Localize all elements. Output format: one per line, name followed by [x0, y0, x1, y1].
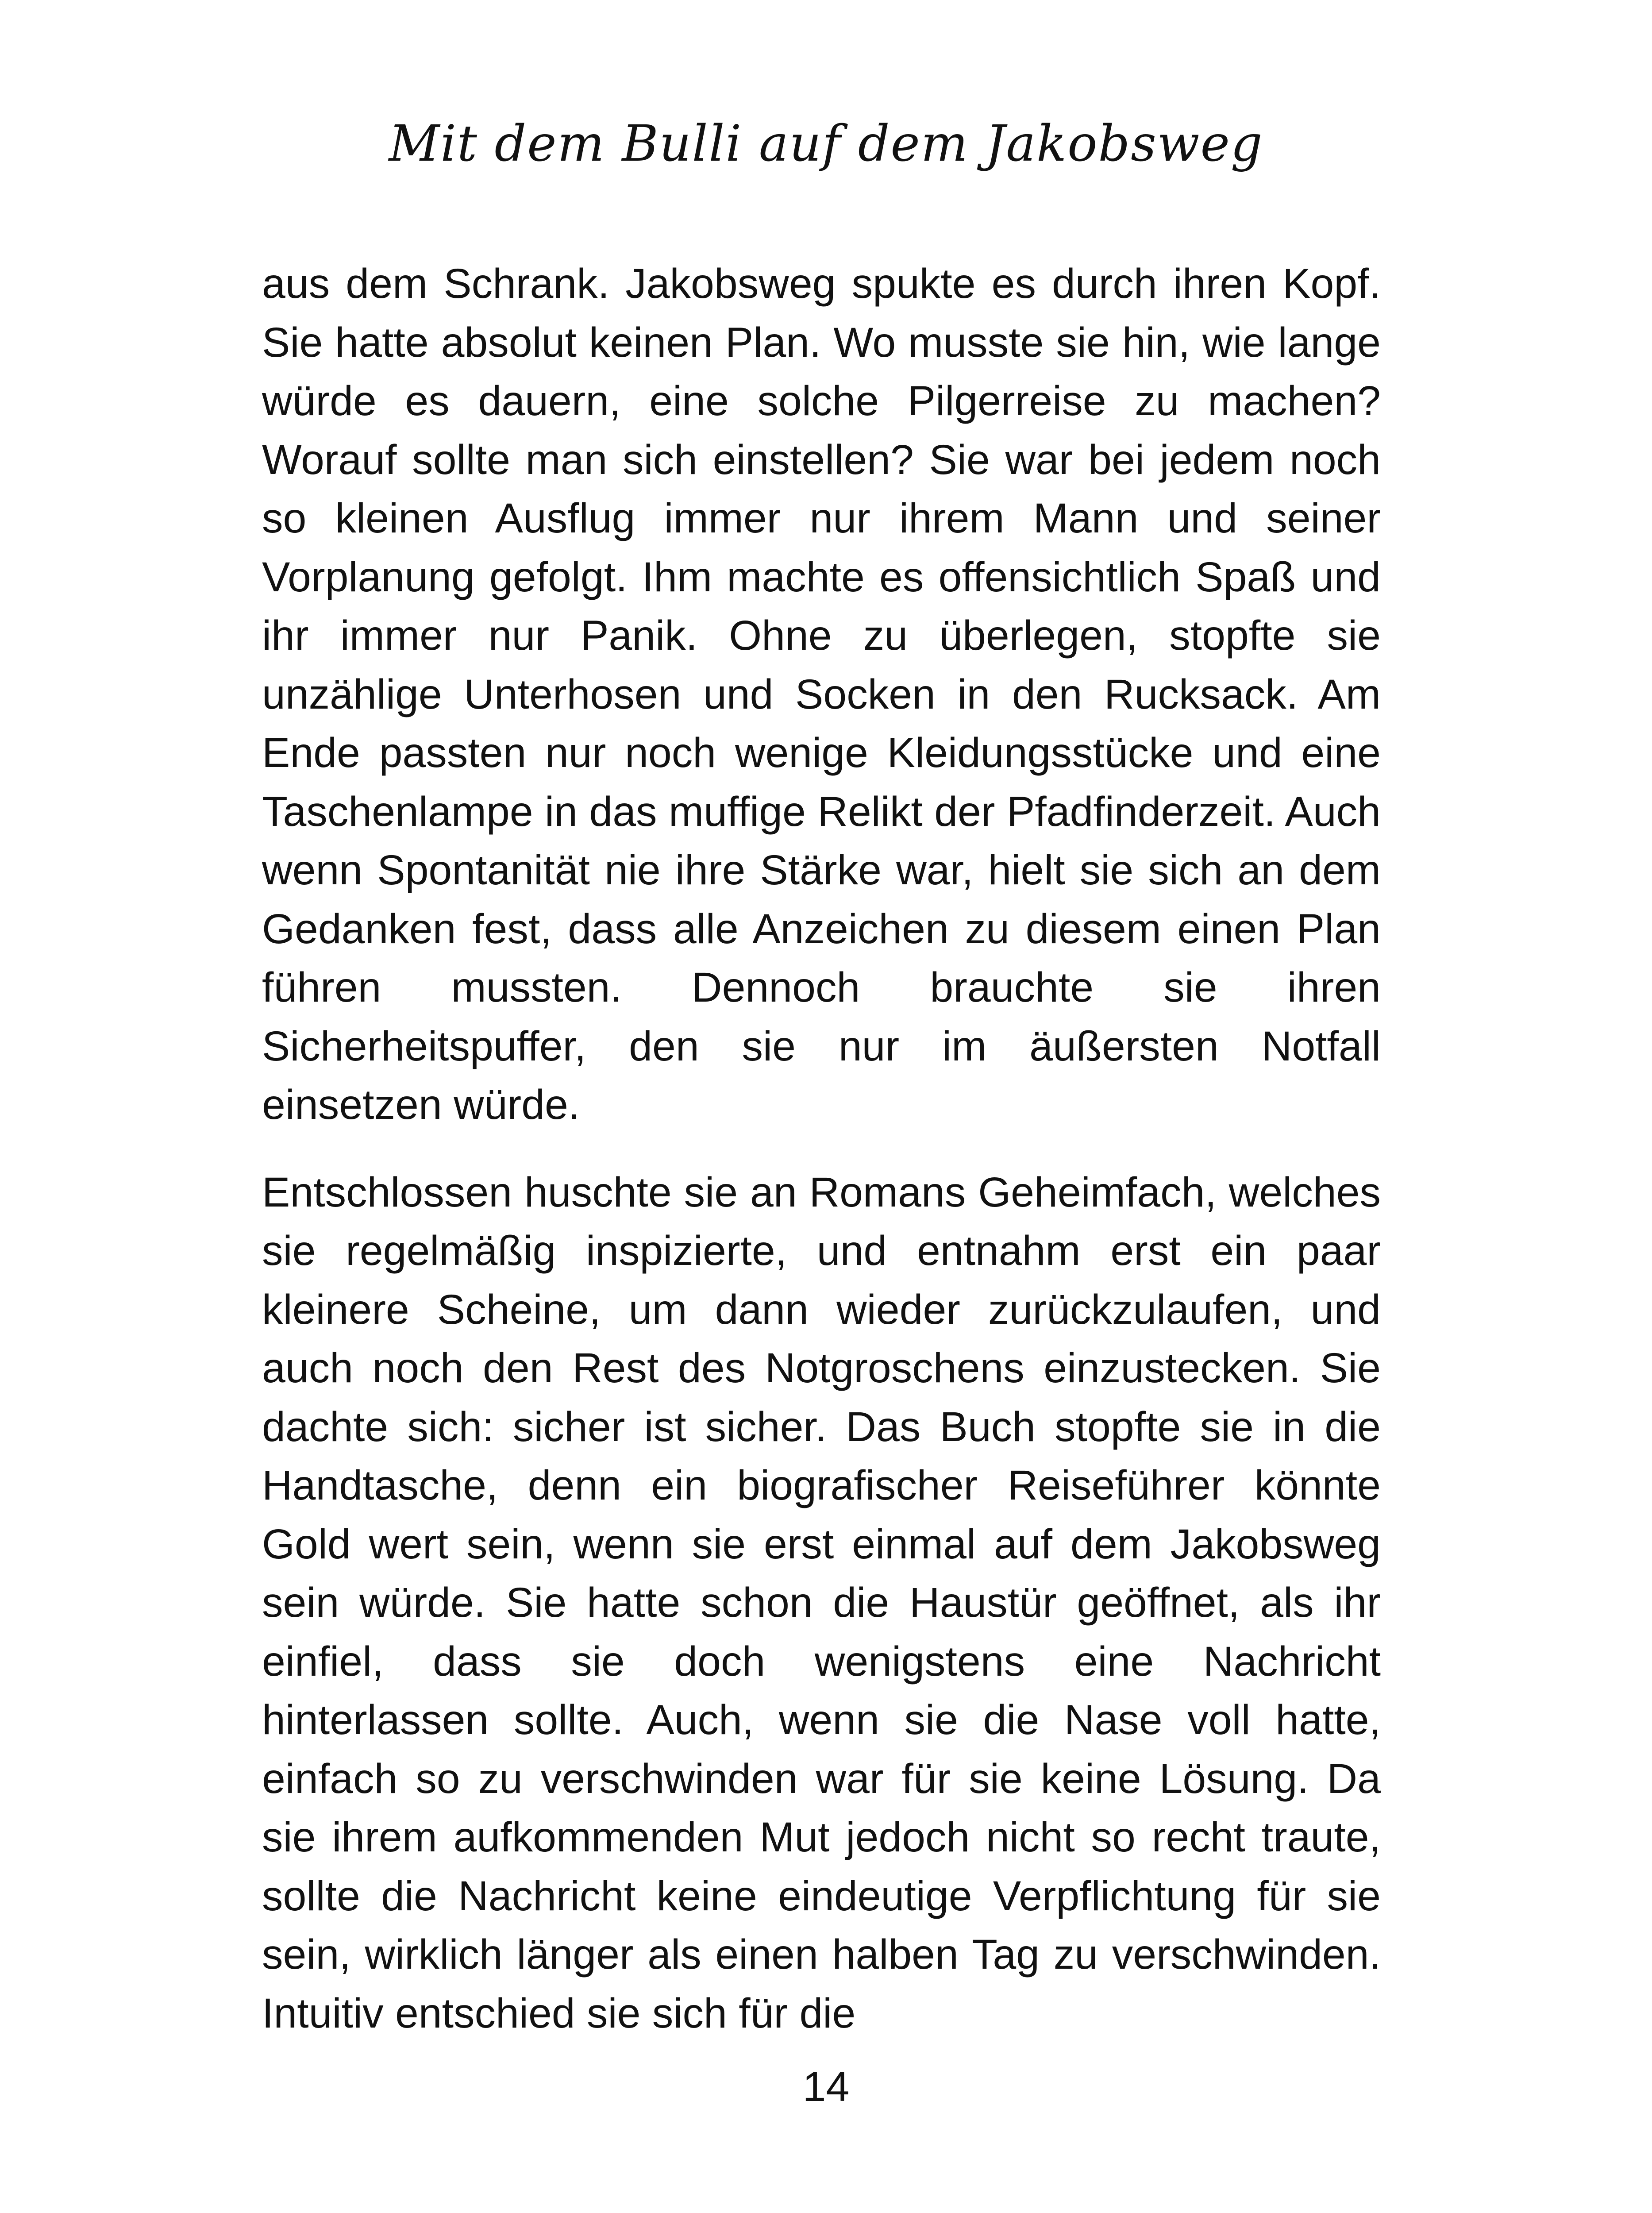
running-title: Mit dem Bulli auf dem Jakobsweg — [389, 115, 1263, 173]
paragraph-1: aus dem Schrank. Jakobsweg spukte es durch ihren Kopf. Sie hatte absolut keinen Plan. Wo musste sie hin, wie lange würde es dauern, eine solche Pilgerreise zu machen? Worauf sollte man sich einstellen? Sie war bei jedem noch so kleinen Ausflug immer nur ihrem Mann und seiner Vorplanung gefolgt. Ihm machte es offensichtlich Spaß und ihr immer nur Panik. Ohne zu überlegen, stopfte sie unzählige Unterhosen und Socken in den Rucksack. Am Ende passten nur noch wenige Kleidungsstücke und eine Taschenlampe in das muffige Relikt der Pfadfinderzeit. Auch wenn Spontanität nie ihre Stärke war, hielt sie sich an dem Gedanken fest, dass alle Anzeichen zu diesem einen Plan führen mussten. Dennoch brauchte sie ihren Sicherheitspuffer, den sie nur im äußersten Notfall einsetzen würde. — [262, 260, 1381, 1128]
body-text — [262, 254, 1381, 2043]
paragraph-2: Entschlossen huschte sie an Romans Geheimfach, welches sie regelmäßig inspizierte, und entnahm erst ein paar kleinere Scheine, um dann wieder zurückzulaufen, und auch noch den Rest des Notgroschens einzustecken. Sie dachte sich: sicher ist sicher. Das Buch stopfte sie in die Handtasche, denn ein biografischer Reiseführer könnte Gold wert sein, wenn sie erst einmal auf dem Jakobsweg sein würde. Sie hatte schon die Haustür geöffnet, als ihr einfiel, dass sie doch wenigstens eine Nachricht hinterlassen sollte. Auch, wenn sie die Nase voll hatte, einfach so zu verschwinden war für sie keine Lösung. Da sie ihrem aufkommenden Mut jedoch nicht so recht traute, sollte die Nachricht keine eindeutige Verpflichtung für sie sein, wirklich länger als einen halben Tag zu verschwinden. Intuitiv entschied sie sich für die — [262, 1168, 1381, 2037]
page-number: 14 — [802, 2063, 850, 2110]
